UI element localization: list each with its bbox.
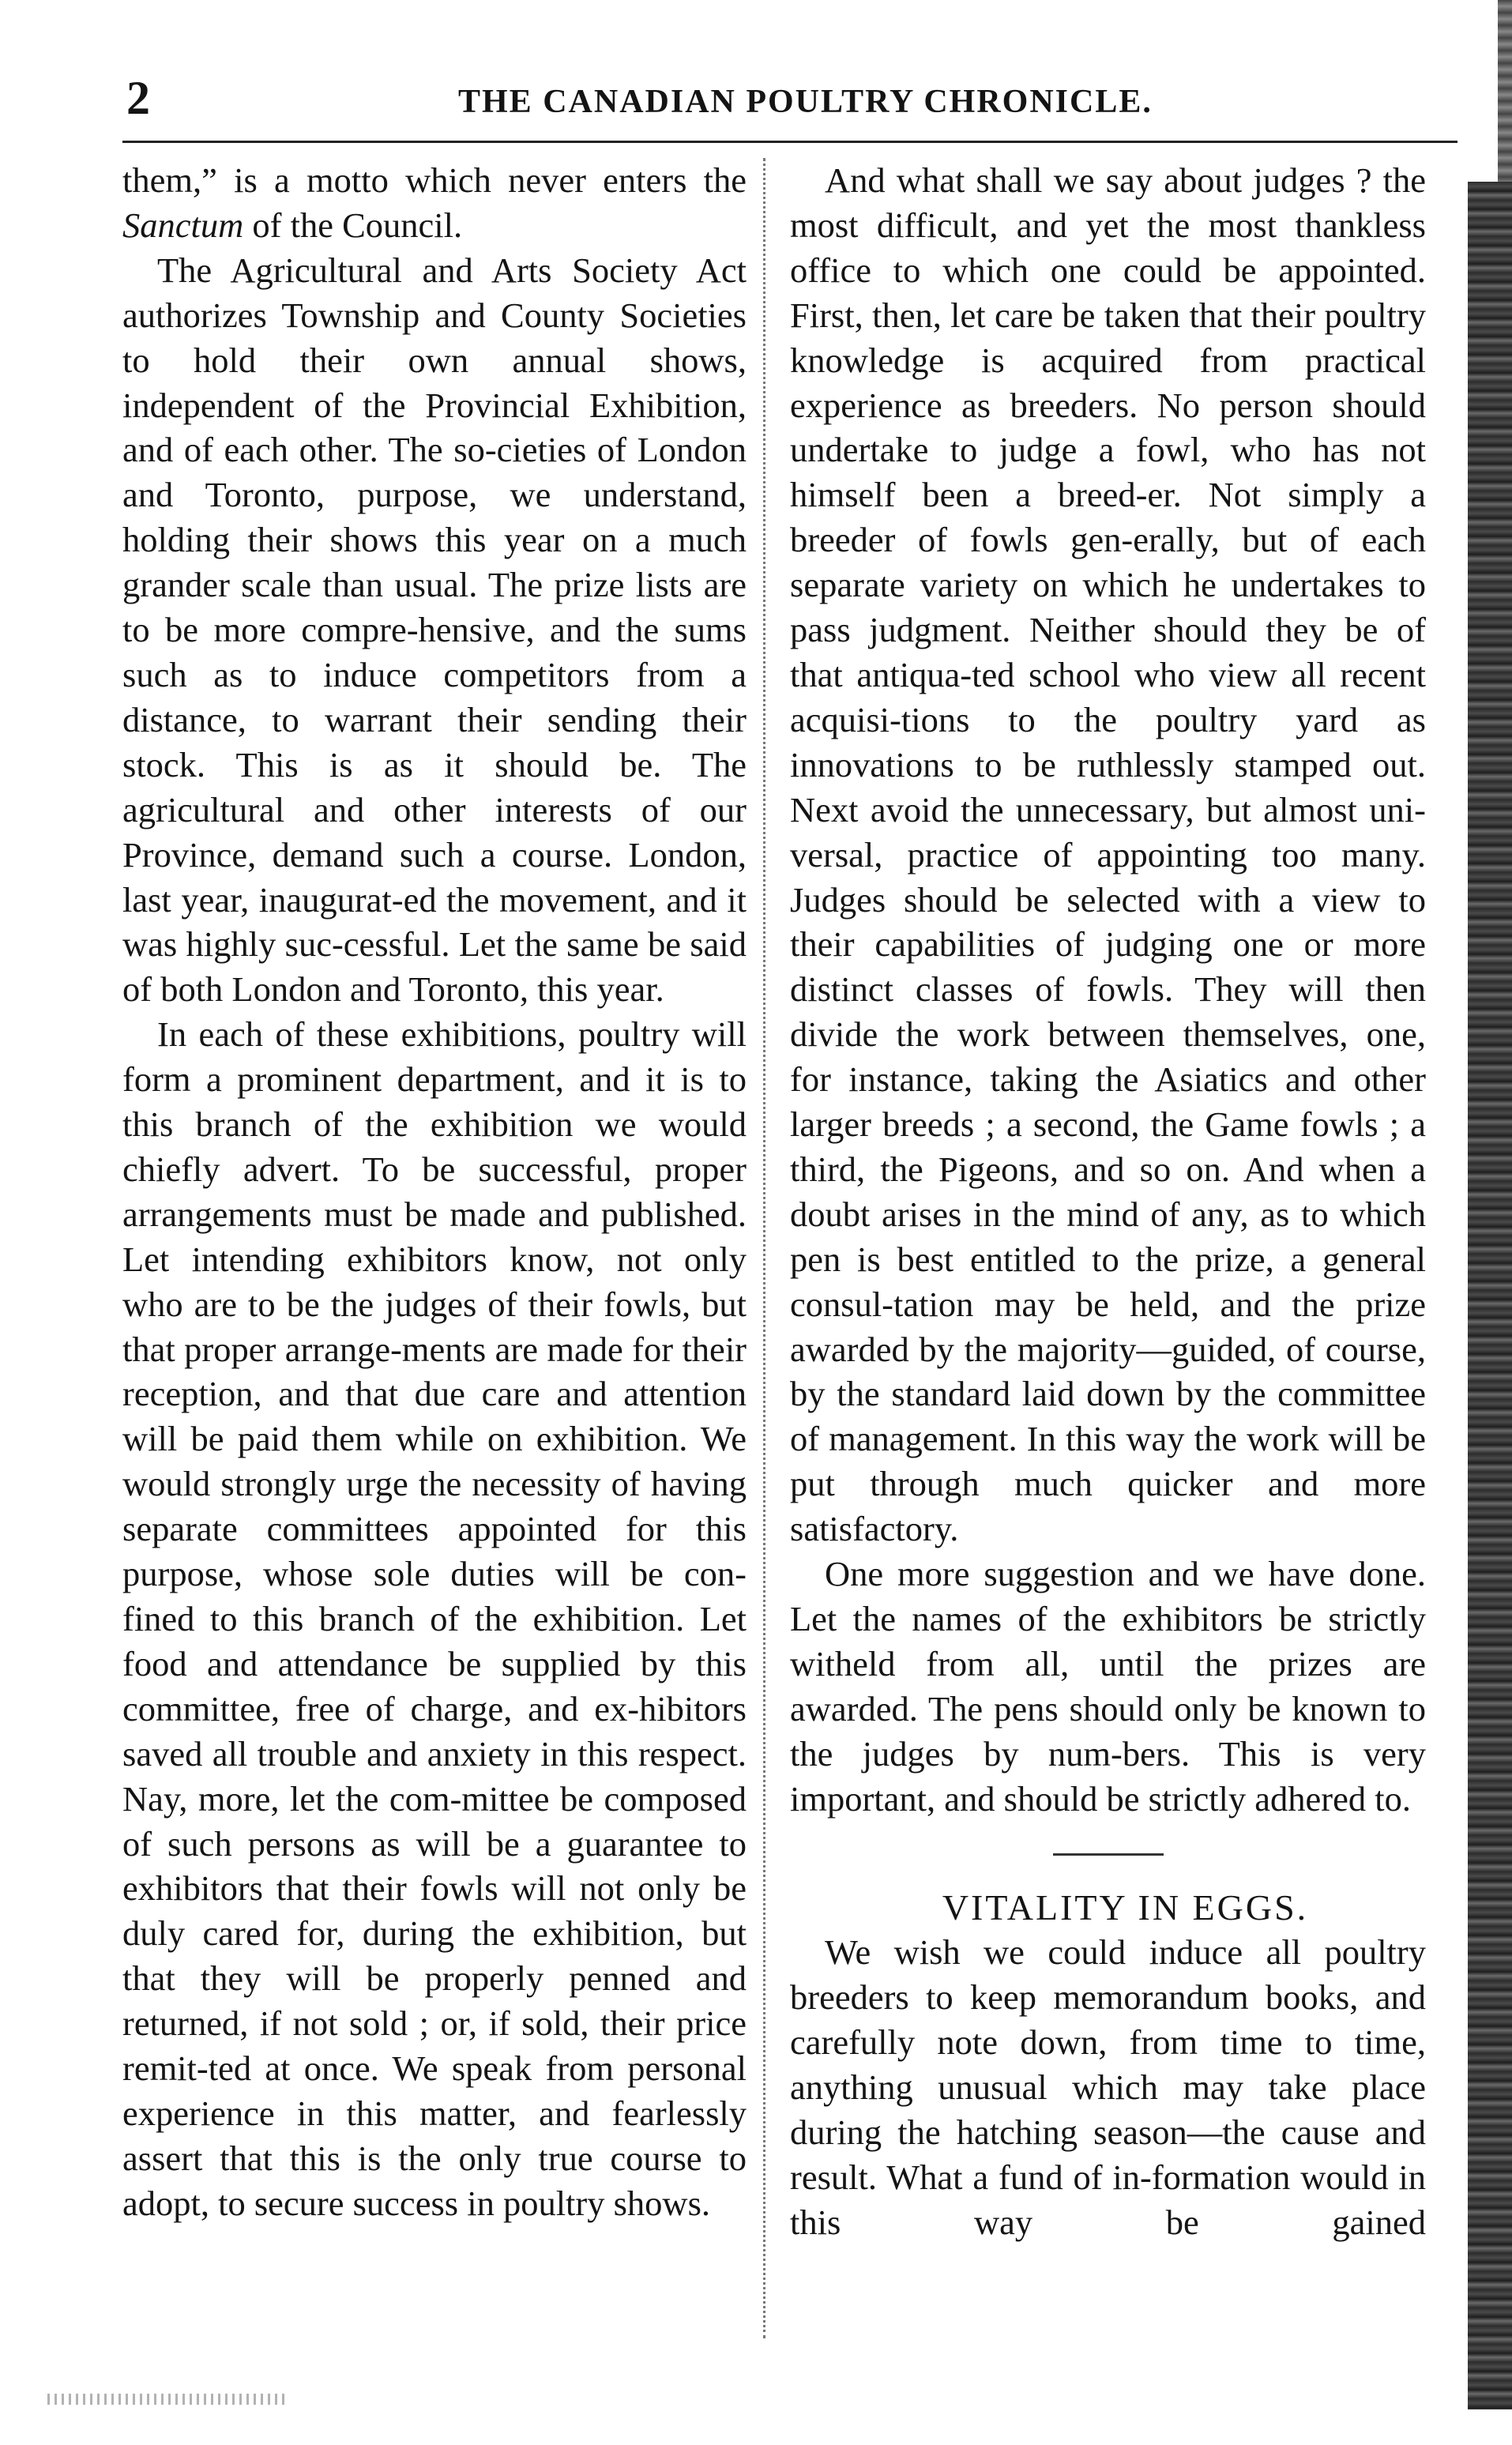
scan-edge [1468,182,1512,2409]
running-head: THE CANADIAN POULTRY CHRONICLE. [458,84,1153,120]
right-paragraph: One more suggestion and we have done. Let the names of the exhibitors be strictly witheld from all, until the prizes are awarded. The pens should only be known to the judges by num-bers. This is very important, and should be strictly adhered to. [790,1554,1426,1819]
left-column [122,158,747,2226]
left-paragraph: In each of these exhibitions, poultry will form a prominent department, and it is to this branch of the exhibition we would chiefly advert. To be successful, proper arrangements must be made and published. Let intending exhibitors know, not only who are to be the judges of their fowls, but that proper arrange-ments are made for their reception, and that due care and attention will be paid them while on exhibition. We would strongly urge the necessity of having separate committees appointed for this purpose, whose sole duties will be con-fined to this branch of the exhibition. Let food and attendance be supplied by this committee, free of charge, and ex-hibitors saved all trouble and anxiety in this respect. Nay, more, let the com-mittee be composed of such persons as will be a guarantee to exhibitors that their fowls will not only be duly cared for, during the exhibition, but that they will be properly penned and returned, if not sold ; or, if sold, their price remit-ted at once. We speak from personal experience in this matter, and fearlessly assert that this is the only true course to adopt, to secure success in poultry shows. [122,1014,747,2223]
section-heading: VITALITY IN EGGS. [942,1886,1309,1928]
left-paragraph: The Agricultural and Arts Society Act authorizes Township and County Societies to hold their own annual shows, independent of the Provincial Exhibition, and of each other. The so-cieties of London and Toronto, purpose, we understand, holding their shows this year on a much grander scale than usual. The prize lists are to be more compre-hensive, and the sums such as to induce competitors from a distance, to warrant their sending their stock. This is as it should be. The agricultural and other interests of our Province, demand such a course. London, last year, inaugurat-ed the movement, and it was highly suc-cessful. Let the same be said of both London and Toronto, this year. [122,250,747,1010]
scan-edge-top [1498,0,1512,182]
right-column [790,158,1426,2245]
page-header [0,47,1512,150]
right-paragraph: And what shall we say about judges ? the most difficult, and yet the most thankless office to which one could be appointed. First, then, let care be taken that their poultry knowledge is acquired from practical experience as breeders. No person should undertake to judge a fowl, who has not himself been a breed-er. Not simply a breeder of fowls gen-erally, but of each separate variety on which he undertakes to pass judgment. Neither should they be of that antiqua-ted school who view all recent acquisi-tions to the poultry yard as innovations to be ruthlessly stamped out. Next avoid the unnecessary, but almost uni-versal, practice of appointing too many. Judges should be selected with a view to their capabilities of judging one or more distinct classes of fowls. They will then divide the work between themselves, one, for instance, taking the Asiatics and other larger breeds ; a second, the Game fowls ; a third, the Pigeons, and so on. And when a doubt arises in the mind of any, as to which pen is best entitled to the prize, a general consul-tation may be held, and the prize awarded by the majority—guided, of course, by the standard laid down by the committee of management. In this way the work will be put through much quicker and more satisfactory. [790,160,1426,1549]
section-paragraph: We wish we could induce all poultry breeders to keep memorandum books, and carefully note down, from time to time, anything unusual which may take place during the hatching season—the cause and result. What a fund of in-formation would in this way be gained [790,1932,1426,2242]
page-number: 2 [126,72,150,124]
section-rule [1053,1853,1164,1856]
column-divider [763,158,765,2338]
scan-speckle [47,2394,284,2405]
header-rule [122,141,1457,143]
left-paragraph: them,” is a motto which never enters the Sanctum of the Council. [122,160,747,245]
